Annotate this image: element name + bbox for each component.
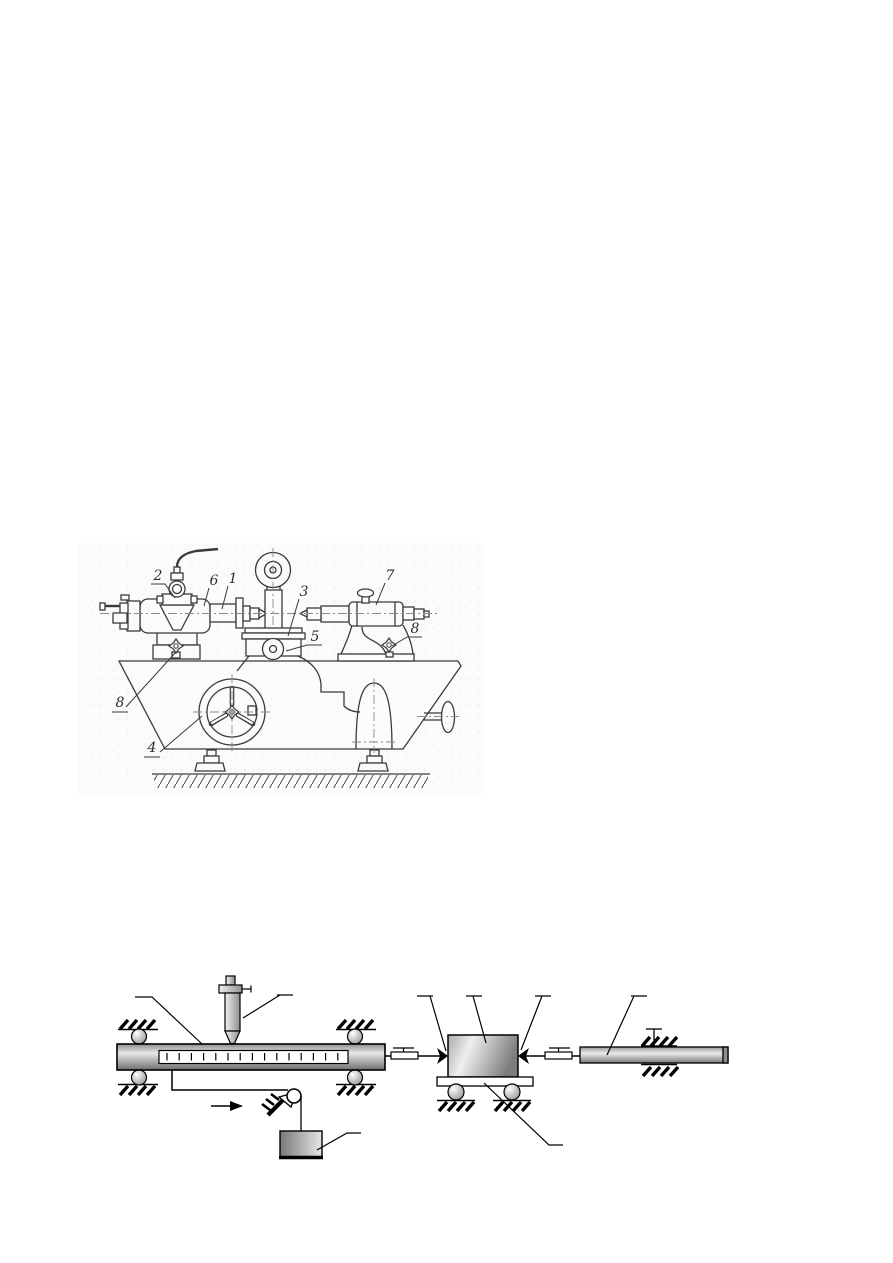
- right-contact-link: [518, 1048, 580, 1064]
- part-label-4: 4: [147, 740, 157, 756]
- callout-leaders: [135, 995, 647, 1150]
- part-label-5: 5: [310, 629, 320, 645]
- cord-pulley-weight: [172, 1070, 323, 1158]
- scale-bar: [117, 1044, 385, 1070]
- drum: [448, 1035, 518, 1077]
- headstock-pedestal: [153, 631, 200, 659]
- scheme-svg: [100, 960, 760, 1175]
- left-foot: [195, 750, 225, 771]
- weight: [280, 1131, 322, 1157]
- part-label-3: 3: [299, 584, 309, 600]
- machine-drawing-svg: [78, 543, 483, 795]
- part-label-8-right: 8: [410, 621, 420, 637]
- right-foot: [358, 750, 388, 771]
- ground-hatching: [152, 774, 430, 788]
- reference-bar: [580, 1029, 728, 1076]
- pulley-icon: [287, 1089, 301, 1103]
- drum-carriage: [437, 1035, 533, 1111]
- part-label-7: 7: [385, 568, 395, 584]
- part-label-2: 2: [153, 568, 163, 584]
- part-label-8-left: 8: [115, 695, 125, 711]
- work-table: [242, 628, 305, 660]
- machine-base: [119, 661, 461, 749]
- probe: [219, 976, 251, 1044]
- figure-measurement-scheme: [100, 960, 760, 1175]
- spindle: [210, 598, 267, 628]
- part-label-6: 6: [209, 573, 219, 589]
- part-label-1: 1: [228, 571, 238, 587]
- left-contact-link: [385, 1048, 448, 1064]
- figure-measuring-machine: [78, 543, 483, 795]
- direction-arrow-icon: [211, 1101, 243, 1111]
